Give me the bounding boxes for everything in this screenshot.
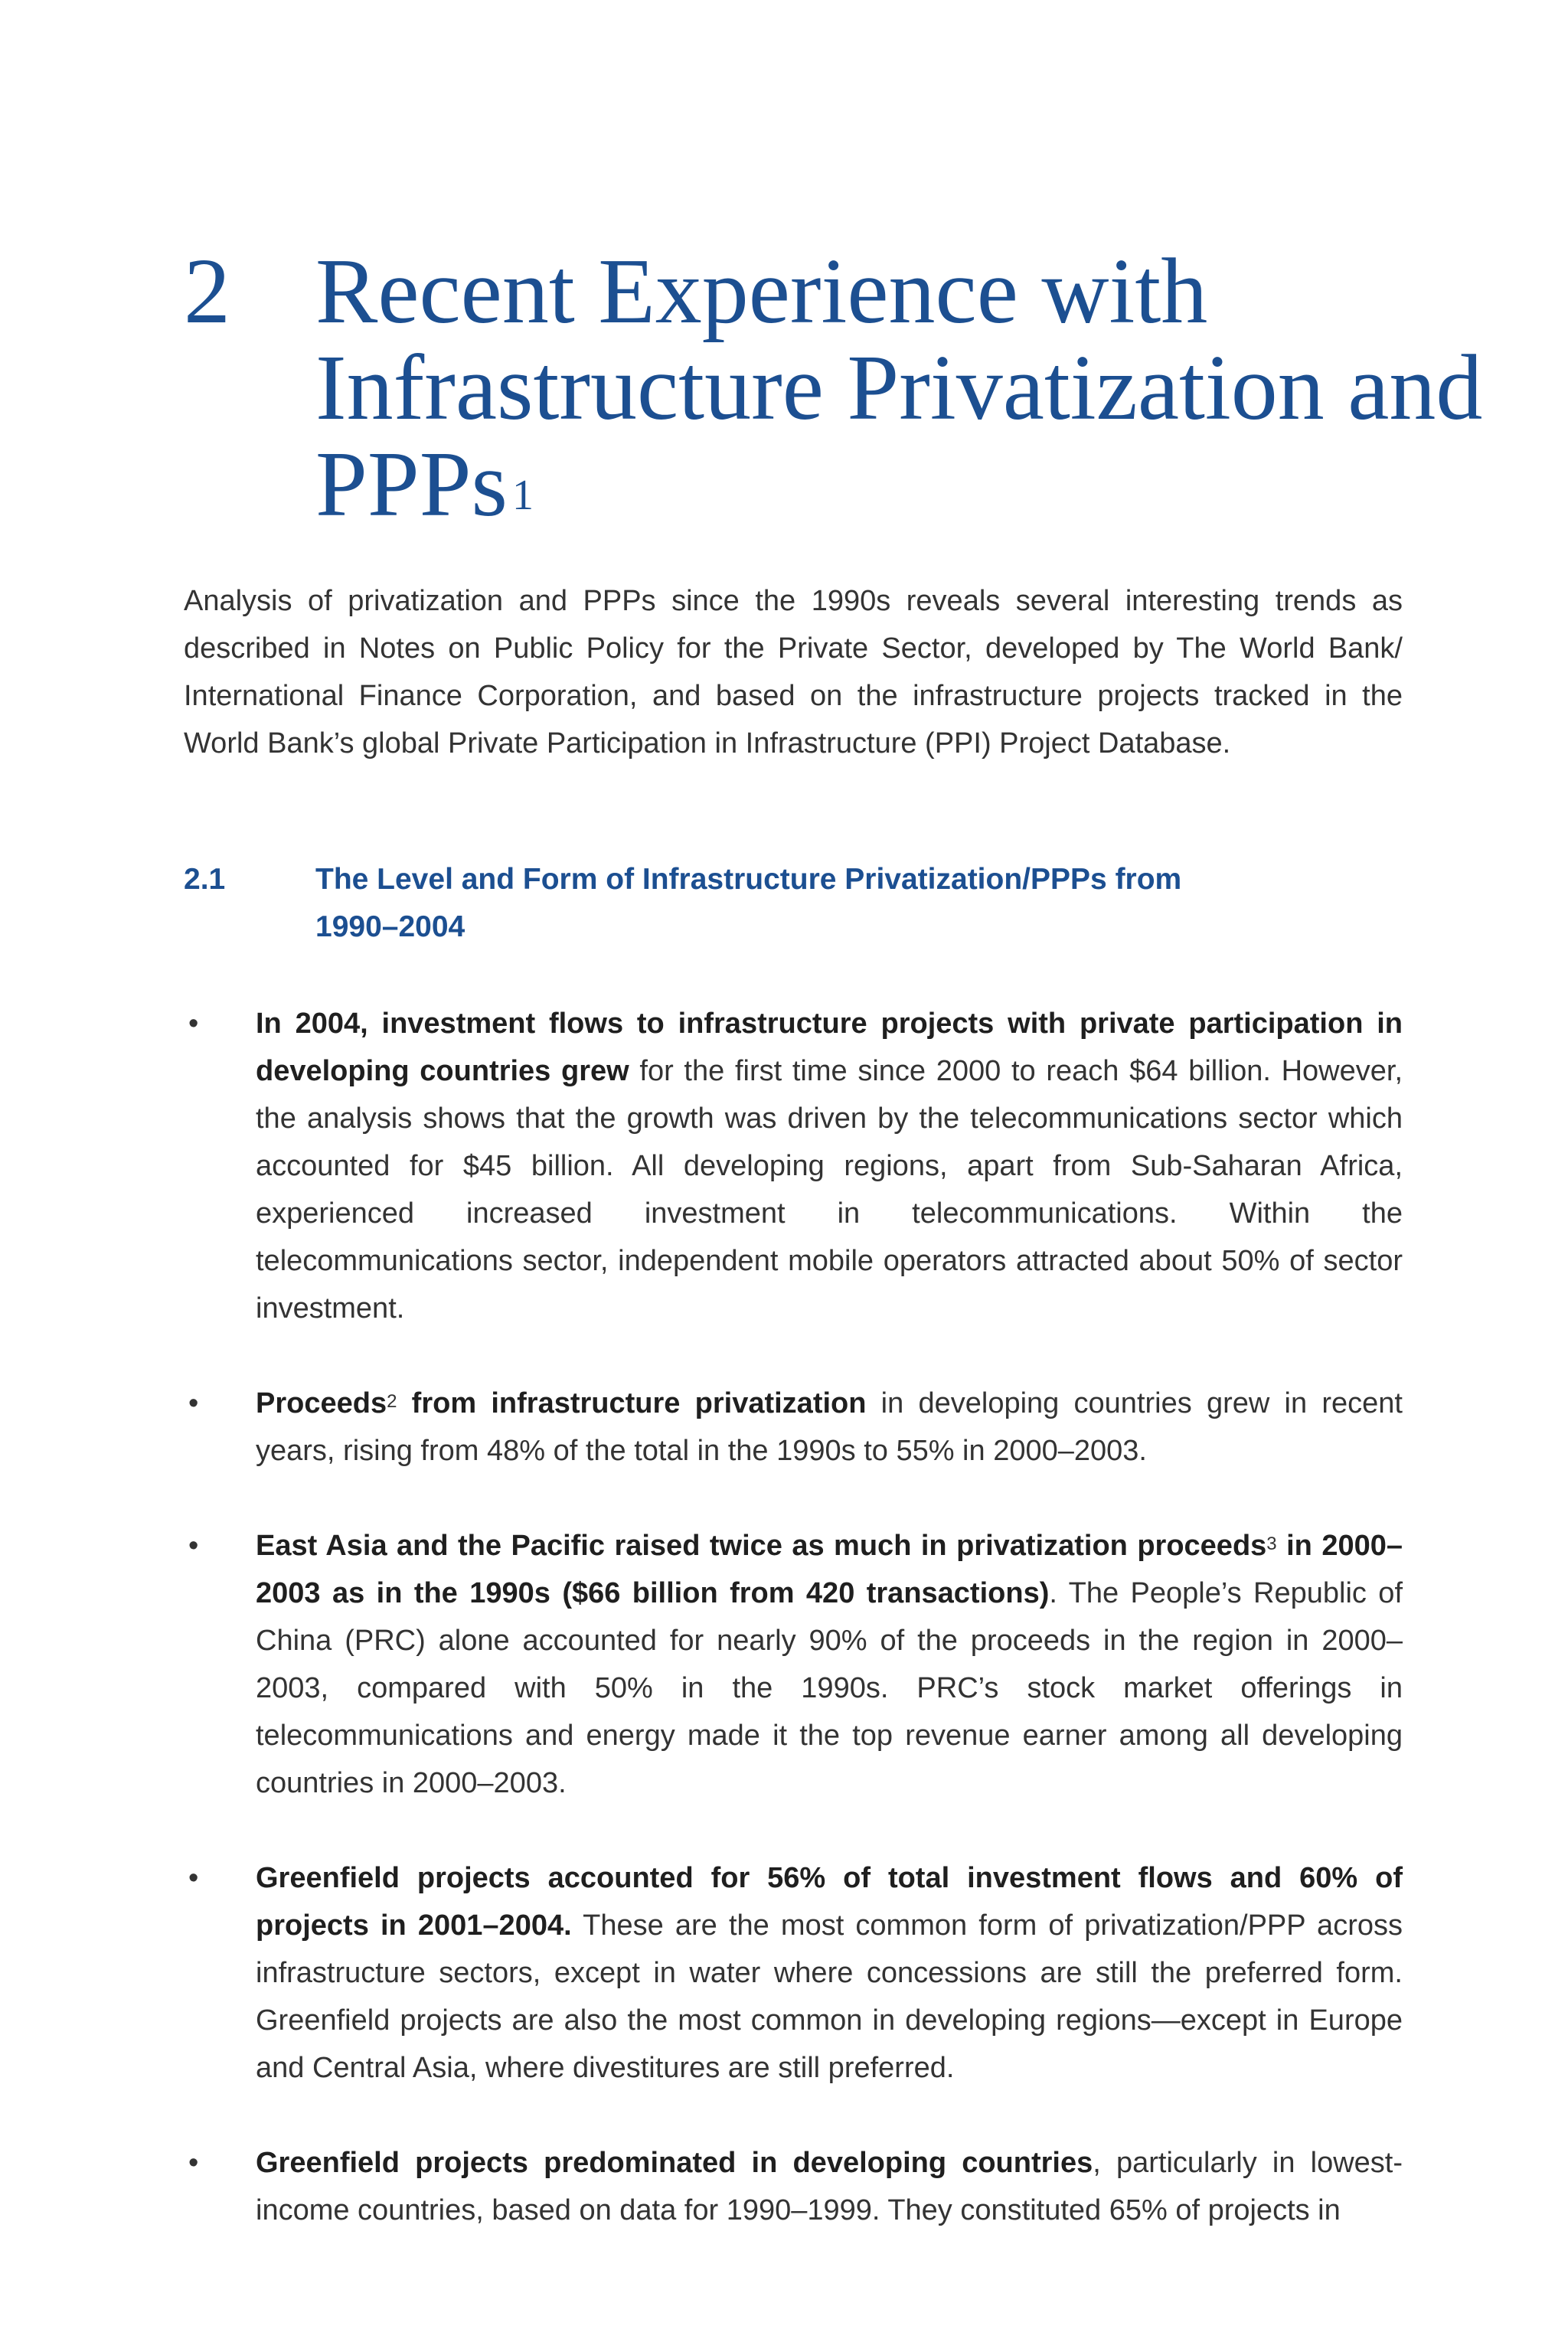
list-item [184,2139,1403,2234]
chapter-footnote-marker: 1 [512,472,534,519]
list-item-text [256,1000,1403,1332]
list-item-body: , particularly in lowest-income countries, based on data for 1990–1999. They constituted 65% of projects in [256,2147,1403,2226]
chapter-number: 2 [184,240,230,343]
list-item-text [256,1522,1403,1807]
bullet-marker: • [188,2147,199,2179]
bullet-list [184,1000,1403,2282]
list-item [184,1854,1403,2092]
list-item-body: . The People’s Republic of China (PRC) alone accounted for nearly 90% of the proceeds in the region in 2000–2003, compared with 50% in the 1990s. PRC’s stock market offerings in telecommunications and energy made it the top revenue earner among all developing countries in 2000–2003. [256,1577,1403,1799]
list-item-text [256,1854,1403,2092]
chapter-title [315,240,1540,536]
intro-paragraph: Analysis of privatization and PPPs since the 1990s reveals several interesting trends as described in Notes on Public Policy for the Private Sector, developed by The World Bank/ International Finance Corporation, and based on the infrastructure projects tracked in the World Bank’s global Private Participation in Infrastructure (PPI) Project Database. [184,585,1403,760]
list-item-bold: from infrastructure privatization [397,1387,867,1419]
list-item-text [256,2139,1403,2234]
list-item-bold: in 2000–2003 as in the 1990s ($66 billion from 420 transactions) [256,1530,1403,1609]
section-heading [184,856,1265,951]
list-item-bold: East Asia and the Pacific raised twice as much in privatization proceeds [256,1530,1267,1562]
list-item-body: in developing countries grew in recent years, rising from 48% of the total in the 1990s to 55% in 2000–2003. [256,1387,1403,1467]
list-item-bold: Proceeds [256,1387,387,1419]
chapter-heading [184,240,1540,536]
list-item-body: These are the most common form of privatization/PPP across infrastructure sectors, except in water where concessions are still the preferred form. Greenfield projects are also the most common in developing regions—except in Europe and Central Asia, where divestitures are still preferred. [256,1909,1403,2084]
list-item-body: for the first time since 2000 to reach $64 billion. However, the analysis shows that the growth was driven by the telecommunications sector which accounted for $45 billion. All developing regions, apart from Sub-Saharan Africa, experienced increased investment in telecommunications. Within the telecommunications sector, independent mobile operators attracted about 50% of sector investment. [256,1055,1403,1325]
list-item-bold: Greenfield projects predominated in developing countries [256,2147,1093,2179]
bullet-marker: • [188,1530,199,1562]
list-item [184,1380,1403,1475]
section-number: 2.1 [184,863,226,896]
bullet-marker: • [188,1008,199,1040]
list-item [184,1522,1403,1807]
bullet-marker: • [188,1387,199,1419]
list-item-text [256,1380,1403,1475]
list-item-bold: In 2004, investment flows to infrastructure projects with private participation in developing countries grew [256,1008,1403,1087]
list-item-bold: Greenfield projects accounted for 56% of total investment flows and 60% of projects in 2001–2004. [256,1862,1403,1942]
bullet-marker: • [188,1862,199,1894]
section-title: The Level and Form of Infrastructure Privatization/PPPs from 1990–2004 [315,863,1182,943]
list-item [184,1000,1403,1332]
footnote-marker: 3 [1266,1534,1277,1554]
footnote-marker: 2 [387,1391,397,1412]
chapter-title-text: Recent Experience with Infrastructure Privatization and PPPs [315,240,1483,536]
